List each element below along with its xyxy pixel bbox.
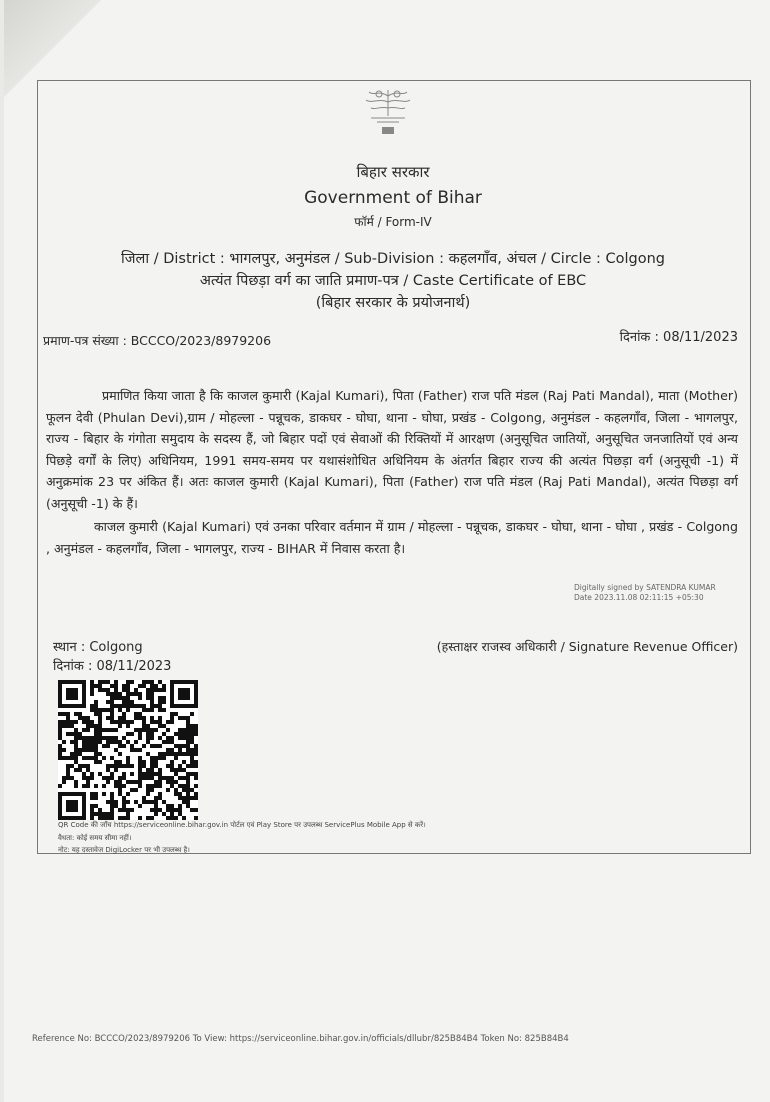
form-number: फॉर्म / Form-IV [354,215,432,229]
certificate-title: अत्यंत पिछड़ा वर्ग का जाति प्रमाण-पत्र / Caste Certificate of EBC [199,273,587,289]
digital-signature-name: Digitally signed by SATENDRA KUMAR [574,583,716,592]
certificate-paragraph-2: काजल कुमारी (Kajal Kumari) एवं उनका परिवार वर्तमान में ग्राम / मोहल्ला - पन्नूचक, डाकघर - घोघा, थाना - घोघा , प्रखंड - Colgong , अनुमंडल - कहलगाँव, जिला - भागलपुर, राज्य - BIHAR में निवास करता है। [46,519,738,556]
hindi-title: बिहार सरकार [356,163,430,181]
digital-signature-date: Date 2023.11.08 02:11:15 +05:30 [574,593,704,602]
place: स्थान : Colgong [53,640,143,655]
certificate-paragraph-1: प्रमाणित किया जाता है कि काजल कुमारी (Kajal Kumari), पिता (Father) राज पति मंडल (Raj Pati Mandal), माता (Mother) फूलन देवी (Phulan Devi),ग्राम / मोहल्ला - पन्नूचक, डाकघर - घोघा, थाना - घोघा, प्रखंड - Colgong, अनुमंडल - कहलगाँव, जिला - भागलपुर, राज्य - बिहार के गंगोता समुदाय के सदस्य हैं, जो बिहार पदों एवं सेवाओं की रिक्तियों में आरक्षण (अनुसूचित जातियों, अनुसूचित जनजातियों एवं अन्य पिछड़े वर्गों के लिए) अधिनियम, 1991 समय-समय पर यथासंशोधित अधिनियम के अंतर्गत बिहार राज्य की अत्यंत पिछड़ा वर्ग (अनुसूची -1) में अनुक्रमांक 23 पर अंकित हैं। अतः काजल कुमारी (Kajal Kumari), पिता (Father) राज पति मंडल (Raj Pati Mandal), अत्यंत पिछड़ा वर्ग (अनुसूची -1) के हैं। [46,388,738,511]
validity-note: वैधता: कोई समय सीमा नहीं। [58,834,132,842]
place-date: दिनांक : 08/11/2023 [53,659,172,674]
digilocker-note: नोट: यह दस्तावेज DigiLocker पर भी उपलब्ध है। [58,846,190,854]
qr-code-icon[interactable] [58,680,198,820]
certificate-number: प्रमाण-पत्र संख्या : BCCCO/2023/8979206 [43,333,272,348]
issue-date: दिनांक : 08/11/2023 [619,330,738,345]
signature-label: (हस्ताक्षर राजस्व अधिकारी / Signature Revenue Officer) [436,639,738,654]
english-title: Government of Bihar [304,188,482,208]
digital-signature [574,583,716,603]
qr-verify-note: QR Code की जाँच https://serviceonline.bihar.gov.in पोर्टल एवं Play Store पर उपलब्ध ServicePlus Mobile App से करें। [58,821,426,829]
reference-line: Reference No: BCCCO/2023/8979206 To View: https://serviceonline.bihar.gov.in/officials/dllubr/825B84B4 Token No: 825B84B4 [32,1034,569,1044]
bihar-government-emblem-icon [357,86,419,136]
district-line: जिला / District : भागलपुर, अनुमंडल / Sub-Division : कहलगाँव, अंचल / Circle : Colgong [121,251,665,267]
certificate-purpose: (बिहार सरकार के प्रयोजनार्थ) [315,295,471,311]
